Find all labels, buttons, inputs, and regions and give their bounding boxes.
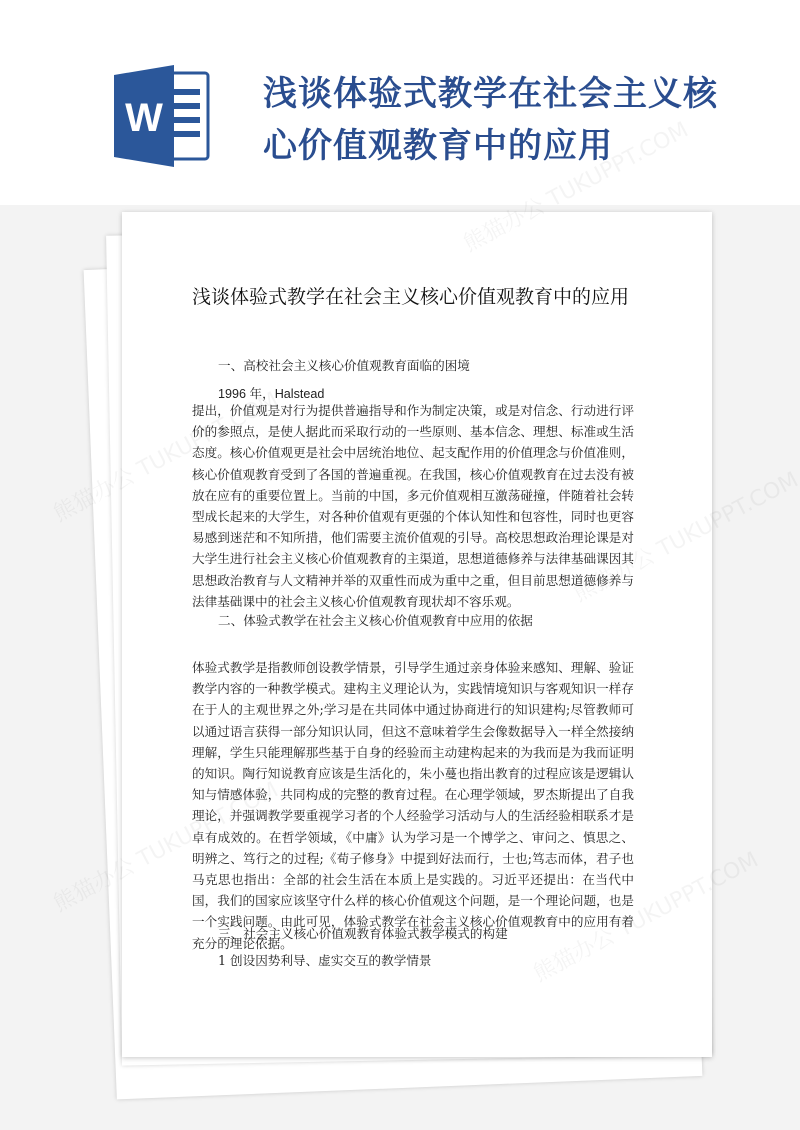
section-heading-3: 三、社会主义核心价值观教育体验式教学模式的构建: [218, 926, 508, 941]
section-heading-2: 二、体验式教学在社会主义核心价值观教育中应用的依据: [218, 613, 533, 628]
paragraph-1-lead: 1996 年，Halstead: [218, 387, 325, 401]
paragraph-1: 提出，价值观是对行为提供普遍指导和作为制定决策，或是对信念、行动进行评价的参照点，是使人据此而采取行动的一些原则、基本信念、理想、标准或生活态度。核心价值观更是社会中居统治地位、起支配作用的价值理念与价值准则，核心价值观教育受到了各国的普遍重视。在我国，核心价值观教育在过去没有被放在应有的重要位置上。当前的中国，多元价值观相互激荡碰撞，伴随着社会转型成长起来的大学生，对各种价值观有更强的个体认知性和包容性，同时也更容易感到迷茫和不知所措，他们需要主流价值观的引导。高校思想政治理论课是对大学生进行社会主义核心价值观教育的主渠道，思想道德修养与法律基础课因其思想政治教育与人文精神并举的双重性而成为重中之重，但目前思想道德修养与法律基础课中的社会主义核心价值观教育现状却不容乐观。: [192, 403, 634, 609]
word-icon-letter: W: [125, 96, 163, 140]
page-header: [0, 0, 800, 205]
subsection-heading-3-1: 1 创设因势利导、虚实交互的教学情景: [218, 953, 432, 968]
paragraph-2: 体验式教学是指教师创设教学情景，引导学生通过亲身体验来感知、理解、验证教学内容的一种教学模式。建构主义理论认为，实践情境知识与客观知识一样存在于人的主观世界之外;学习是在共同体中通过协商进行的知识建构;尽管教师可以通过语言获得一部分知识认同，但这不意味着学生会像数据导入一样全然接纳理解，学生只能理解那些基于自身的经验而主动建构起来的为我而是为我而证明的知识。陶行知说教育应该是生活化的，朱小蔓也指出教育的过程应该是逻辑认知与情感体验，共同构成的完整的教育过程。在心理学领域，罗杰斯提出了自我理论，并强调教学要重视学习者的个人经验学习活动与人的生活经验相联系才是卓有成效的。在哲学领域，《中庸》认为学习是一个博学之、审问之、慎思之、明辨之、笃行之的过程;《荀子修身》中提到好法而行，士也;笃志而体，君子也马克思也指出：全部的社会生活在本质上是实践的。习近平还提出：在当代中国，我们的国家应该坚守什么样的核心价值观这个问题，是一个理论问题，也是一个实践问题。由此可见，体验式教学在社会主义核心价值观教育中的应用有着充分的理论依据。: [192, 660, 634, 951]
document-title: 浅谈体验式教学在社会主义核心价值观教育中的应用: [192, 286, 630, 308]
section-heading-1: 一、高校社会主义核心价值观教育面临的困境: [218, 358, 470, 373]
document-page: [122, 212, 712, 1057]
word-document-icon: [112, 65, 212, 167]
header-title: 浅谈体验式教学在社会主义核心价值观教育中的应用: [263, 74, 718, 166]
